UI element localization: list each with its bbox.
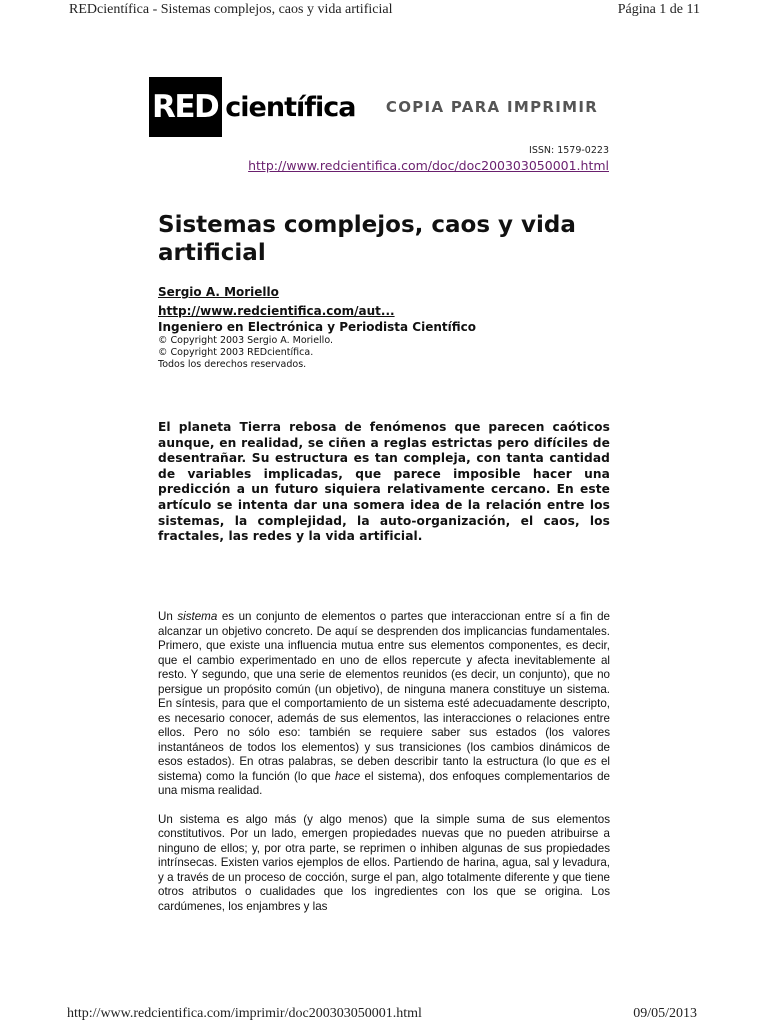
issn: ISSN: 1579-0223	[529, 145, 609, 156]
article-abstract: El planeta Tierra rebosa de fenómenos que parecen caóticos aunque, en realidad, se ciñen a reglas estrictas pero difíciles de desentrañar. Su estructura es tan compleja, con tanta cantidad de variables implicadas, que parece imposible hacer una predicción a un futuro siquiera relativamente cercano. En este artículo se intenta dar una somera idea de la relación entre los sistemas, la complejidad, la auto-organización, el caos, los fractales, las redes y la vida artificial.	[158, 420, 610, 544]
p1-text-b: es un conjunto de elementos o partes que interaccionan entre sí a fin de alcanzar un objetivo concreto. De aquí se desprenden dos implicancias fundamentales. Primero, que existe una influencia mutua entre sus elementos componentes, es decir, que el cambio experimentado en uno de ellos repercute y afecta inevitablemente al resto. Y segundo, que una serie de elementos reunidos (es decir, un conjunto), que no persigue un propósito común (un objetivo), de ninguna manera constituye un sistema. En síntesis, para que el comportamiento de un sistema esté adecuadamente descripto, es necesario conocer, además de sus elementos, las interacciones o relaciones entre ellos. Pero no sólo eso: también se requiere saber sus estados (los valores instantáneos de todos los elementos) y sus transiciones (los cambios dinámicos de esos estados). En otras palabras, se deben describir tanto la estructura (lo que	[158, 610, 610, 768]
print-header	[0, 0, 768, 22]
p1-text-a: Un	[158, 610, 178, 623]
p1-emphasis-es: es	[584, 755, 597, 768]
logo-word: científica	[225, 91, 356, 123]
author-link[interactable]: http://www.redcientifica.com/aut...	[158, 304, 395, 318]
rights-reserved: Todos los derechos reservados.	[158, 359, 307, 370]
p1-text-c: el sistema) como la función (lo que	[158, 755, 610, 783]
p1-emphasis-hace: hace	[335, 769, 361, 783]
footer-date: 09/05/2013	[633, 1006, 697, 1021]
document-url-link[interactable]: http://www.redcientifica.com/doc/doc200303050001.html	[248, 158, 609, 173]
copyright-site: © Copyright 2003 REDcientífica.	[158, 347, 314, 358]
p1-text-d: el sistema), dos enfoques complementarios de una misma realidad.	[158, 769, 610, 797]
body-paragraph-2: Un sistema es algo más (y algo menos) que la simple suma de sus elementos constitutivos. Por un lado, emergen propiedades nuevas que no pueden atribuirse a ninguno de ellos; y, por otra parte, se reprimen o inhiben algunas de sus propiedades intrínsecas. Existen varios ejemplos de ellos. Partiendo de harina, agua, sal y levadura, y a través de un proceso de cocción, surge el pan, algo totalmente diferente y que tiene otros atributos o cualidades que los ingredientes con los que se origina. Los cardúmenes, los enjambres y las	[158, 812, 610, 913]
article-body	[158, 610, 610, 928]
footer-url: http://www.redcientifica.com/imprimir/doc200303050001.html	[67, 1006, 422, 1021]
article-title: Sistemas complejos, caos y vida artificial	[158, 212, 576, 266]
author-name[interactable]: Sergio A. Moriello	[158, 285, 279, 299]
print-header-title: REDcientífica - Sistemas complejos, caos y vida artificial	[69, 2, 393, 17]
print-footer	[0, 1004, 768, 1024]
redcientifica-logo	[149, 77, 355, 137]
logo-red-box: RED	[149, 77, 222, 137]
p1-emphasis-sistema: sistema	[177, 610, 218, 623]
copyright-author: © Copyright 2003 Sergio A. Moriello.	[158, 335, 333, 346]
page-indicator: Página 1 de 11	[617, 2, 700, 17]
copia-para-imprimir-label: COPIA PARA IMPRIMIR	[385, 98, 599, 116]
body-paragraph-1	[158, 610, 610, 799]
author-block	[158, 285, 618, 371]
author-role: Ingeniero en Electrónica y Periodista Científico	[158, 320, 477, 334]
